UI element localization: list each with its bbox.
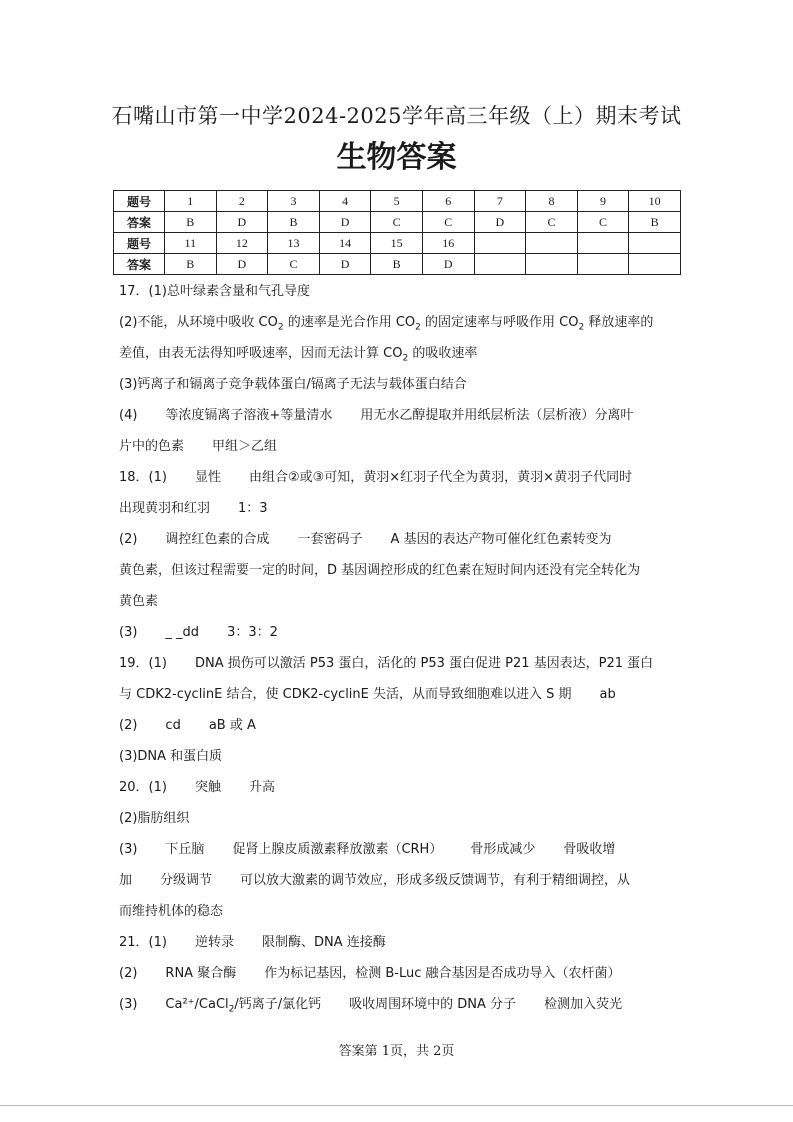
q20-line-3: (3) 下丘脑 促肾上腺皮质激素释放激素（CRH） 骨形成减少 骨吸收增 [119, 842, 616, 857]
table-cell: D [319, 254, 371, 275]
q18-line-1: 18．(1) 显性 由组合②或③可知，黄羽×红羽子代全为黄羽，黄羽×黄羽子代同时 [119, 470, 633, 485]
q21-line-1: 21．(1) 逆转录 限制酶、DNA 连接酶 [119, 935, 386, 950]
table-cell [526, 254, 578, 275]
table-cell: 14 [319, 233, 371, 254]
q17-line-2: (2)不能，从环境中吸收 $CO_2$ 的速率是光合作用 $CO_2$ 的固定速率与呼吸作用 $CO_2$ 释放速率的 [119, 315, 654, 333]
table-cell: 3 [268, 191, 320, 212]
q18-line-2: 出现黄羽和红羽 1：3 [119, 501, 268, 516]
table-cell: D [422, 254, 474, 275]
table-cell: 5 [371, 191, 423, 212]
table-row [114, 212, 681, 233]
table-cell: 8 [526, 191, 578, 212]
table-cell: 2 [216, 191, 268, 212]
table-row [114, 233, 681, 254]
table-cell: 9 [577, 191, 629, 212]
table-cell: B [268, 212, 320, 233]
table-cell: 11 [165, 233, 217, 254]
q18-line-6: (3) _ _dd 3：3：2 [119, 625, 278, 640]
table-cell: C [526, 212, 578, 233]
q21-line-3: (3) Ca²⁺/CaCl$_2$/钙离子/氯化钙 吸收周围环境中的 DNA 分子 检测加入荧光 [119, 997, 623, 1015]
page-title: 生物答案 [336, 140, 457, 175]
table-cell [474, 233, 526, 254]
q19-line-4: (3)DNA 和蛋白质 [119, 749, 223, 764]
q19-line-1: 19．(1) DNA 损伤可以激活 P53 蛋白，活化的 P53 蛋白促进 P21 基因表达，P21 蛋白 [119, 656, 654, 671]
table-cell: C [422, 212, 474, 233]
q20-line-4: 加 分级调节 可以放大激素的调节效应，形成多级反馈调节，有利于精细调控，从 [119, 873, 631, 888]
table-header-cell: 题号 [114, 233, 165, 254]
table-cell: 1 [165, 191, 217, 212]
q20-line-5: 而维持机体的稳态 [119, 904, 224, 919]
q21-line-2: (2) RNA 聚合酶 作为标记基因，检测 B-Luc 融合基因是否成功导入（农杆菌） [119, 966, 621, 981]
q17-line-1: 17．(1)总叶绿素含量和气孔导度 [119, 284, 310, 299]
table-cell [577, 254, 629, 275]
q17-line-5: (4) 等浓度镉离子溶液+等量清水 用无水乙醇提取并用纸层析法（层析液）分离叶 [119, 408, 634, 423]
table-cell [629, 233, 681, 254]
table-header-cell: 答案 [114, 212, 165, 233]
table-cell [474, 254, 526, 275]
table-cell [629, 254, 681, 275]
table-cell: 7 [474, 191, 526, 212]
table-cell: 16 [422, 233, 474, 254]
q17-line-3: 差值，由表无法得知呼吸速率，因而无法计算 $CO_2$ 的吸收速率 [119, 346, 478, 364]
table-cell: B [165, 212, 217, 233]
table-header-cell: 答案 [114, 254, 165, 275]
page-footer: 答案第 1页，共 2页 [338, 1044, 455, 1059]
table-cell: D [474, 212, 526, 233]
table-row [114, 254, 681, 275]
q17-line-4: (3)钙离子和镉离子竞争载体蛋白/镉离子无法与载体蛋白结合 [119, 377, 467, 392]
table-row [114, 191, 681, 212]
table-cell: B [165, 254, 217, 275]
table-cell: D [319, 212, 371, 233]
table-cell: 13 [268, 233, 320, 254]
table-cell: 6 [422, 191, 474, 212]
table-cell: C [577, 212, 629, 233]
table-cell: B [629, 212, 681, 233]
table-cell: D [216, 254, 268, 275]
divider [0, 1105, 793, 1106]
table-cell: C [268, 254, 320, 275]
table-cell: C [371, 212, 423, 233]
q20-line-2: (2)脂肪组织 [119, 811, 190, 826]
q19-line-2: 与 CDK2-cyclinE 结合，使 CDK2-cyclinE 失活，从而导致细胞难以进入 S 期 ab [119, 687, 616, 702]
q20-line-1: 20．(1) 突触 升高 [119, 780, 275, 795]
table-cell: D [216, 212, 268, 233]
q18-line-5: 黄色素 [119, 594, 159, 609]
q18-line-3: (2) 调控红色素的合成 一套密码子 A 基因的表达产物可催化红色素转变为 [119, 532, 612, 547]
table-cell [577, 233, 629, 254]
table-cell: 10 [629, 191, 681, 212]
answer-table [113, 190, 681, 275]
table-cell: 15 [371, 233, 423, 254]
table-header-cell: 题号 [114, 191, 165, 212]
exam-title: 石嘴山市第一中学2024-2025学年高三年级（上）期末考试 [111, 104, 682, 128]
q18-line-4: 黄色素，但该过程需要一定的时间，D 基因调控形成的红色素在短时间内还没有完全转化为 [119, 563, 641, 578]
q19-line-3: (2) cd aB 或 A [119, 718, 256, 733]
table-cell: 4 [319, 191, 371, 212]
answer-body [119, 280, 679, 1024]
table-cell [526, 233, 578, 254]
q17-line-6: 片中的色素 甲组＞乙组 [119, 439, 278, 454]
table-cell: 12 [216, 233, 268, 254]
table-cell: B [371, 254, 423, 275]
